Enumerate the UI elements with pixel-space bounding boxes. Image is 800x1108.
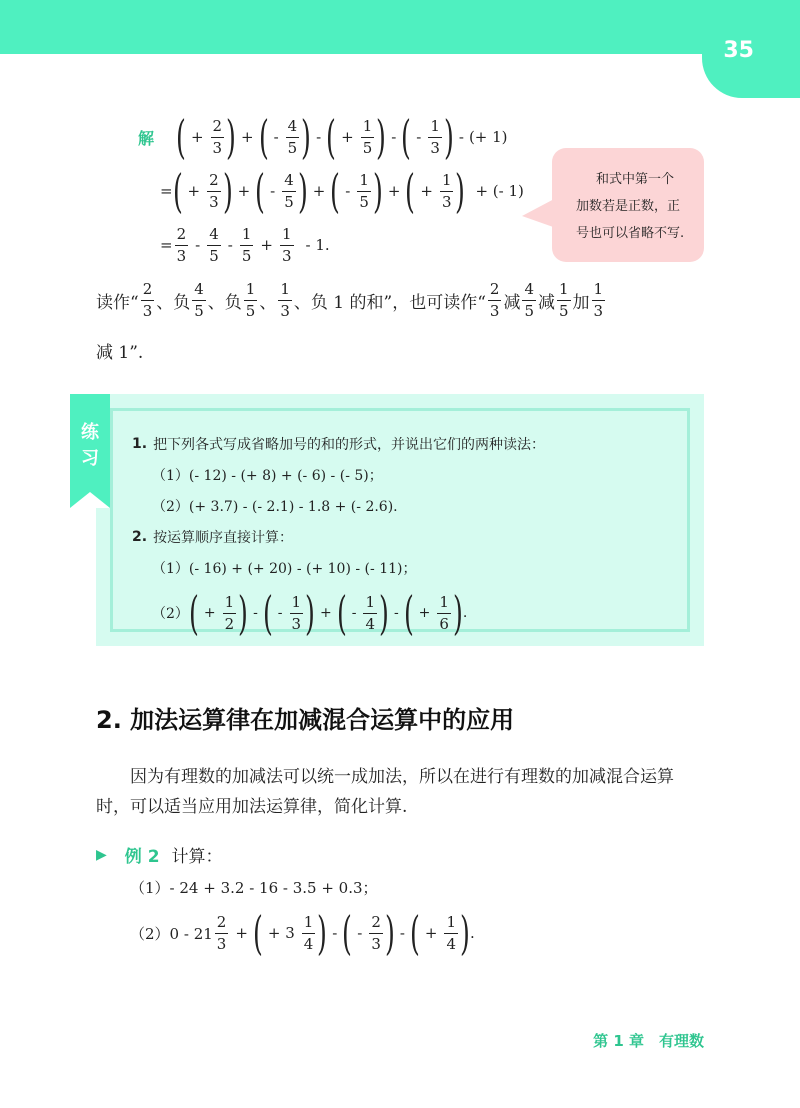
callout-text-2: 加数若是正数，正: [576, 199, 681, 214]
solution-block: [138, 110, 558, 272]
practice-ribbon: [70, 394, 110, 508]
example-header: [96, 842, 716, 867]
reading-line: 读作“ $\frac{2}{3}$ 、负 $\frac{4}{5}$ 、负 $\frac{1}{5}$ 、 $\frac{1}{3}$ 、负 1 的和”，也可读作“ $\frac{2}{3}$ 减 $\frac{4}{5}$ 减 $\frac{1}{5}$ 加 $\frac{1}{3}$: [96, 280, 604, 320]
reading-line-2: 减 1”.: [96, 343, 144, 363]
practice-q1-a: （1）(- 12) - (+ 8) + (- 6) - (- 5)；: [152, 467, 383, 484]
page-number: 35: [723, 38, 754, 63]
top-banner: [0, 0, 800, 54]
practice-content: [132, 428, 692, 643]
practice-q1-b: （2）(+ 3.7) - (- 2.1) - 1.8 + (- 2.6).: [152, 498, 398, 515]
solution-row-2: = ( + $\frac{2}{3}$ ) + ( - $\frac{4}{5}$ ) + ( - $\frac{1}{5}$ ) + ( + $\frac{1}{3}$ ) + (- 1): [160, 164, 524, 218]
example-item-1: （1）- 24 + 3.2 - 16 - 3.5 + 0.3；: [130, 878, 378, 897]
example-items: [130, 872, 690, 964]
callout-tail: [522, 198, 556, 228]
ribbon-notch: [70, 492, 110, 508]
example-title: 计算：: [171, 847, 223, 867]
chapter-footer: 第 1 章 有理数: [593, 1032, 704, 1050]
callout-text-3: 号也可以省略不写.: [576, 226, 685, 241]
solution-row-1: 解 ( + $\frac{2}{3}$ ) + ( - $\frac{4}{5}$ ) - ( + $\frac{1}{5}$ ) - ( - $\frac{1}{3}$ ) - (+ 1): [138, 110, 508, 164]
body-paragraph: 因为有理数的加减法可以统一成加法，所以在进行有理数的加减混合运算时，可以适当应用加法运算律，简化计算.: [96, 767, 674, 817]
tip-callout: [552, 148, 704, 262]
practice-q2-b: （2） ( + $\frac{1}{2}$ ) - ( - $\frac{1}{3}$ ) + ( - $\frac{1}{4}$ ) - ( + $\frac{1}{6}$ ) .: [152, 586, 468, 640]
example-label: 例 2: [124, 847, 160, 867]
section-title: 2. 加法运算律在加减混合运算中的应用: [96, 706, 515, 734]
practice-q2-a: （1）(- 16) + (+ 20) - (+ 10) - (- 11)；: [152, 560, 417, 577]
practice-q1: 1. 把下列各式写成省略加号的和的形式，并说出它们的两种读法：: [132, 435, 546, 453]
solution-label: 解: [138, 128, 155, 148]
practice-ribbon-label: 练 习: [81, 422, 99, 469]
solution-row-3: = $\frac{2}{3}$ - $\frac{4}{5}$ - $\frac{1}{5}$ + $\frac{1}{3}$ - 1.: [160, 224, 330, 265]
practice-q2: 2. 按运算顺序直接计算：: [132, 528, 294, 546]
example-arrow-icon: ▶: [96, 846, 107, 863]
example-item-2: （2）0 - 21 $\frac{2}{3}$ + ( + 3 $\frac{1}{4}$ ) - ( - $\frac{2}{3}$ ) - ( + $\frac{1}{4}$ ) .: [130, 906, 475, 960]
callout-text-1: 和式中第一个: [596, 172, 675, 187]
